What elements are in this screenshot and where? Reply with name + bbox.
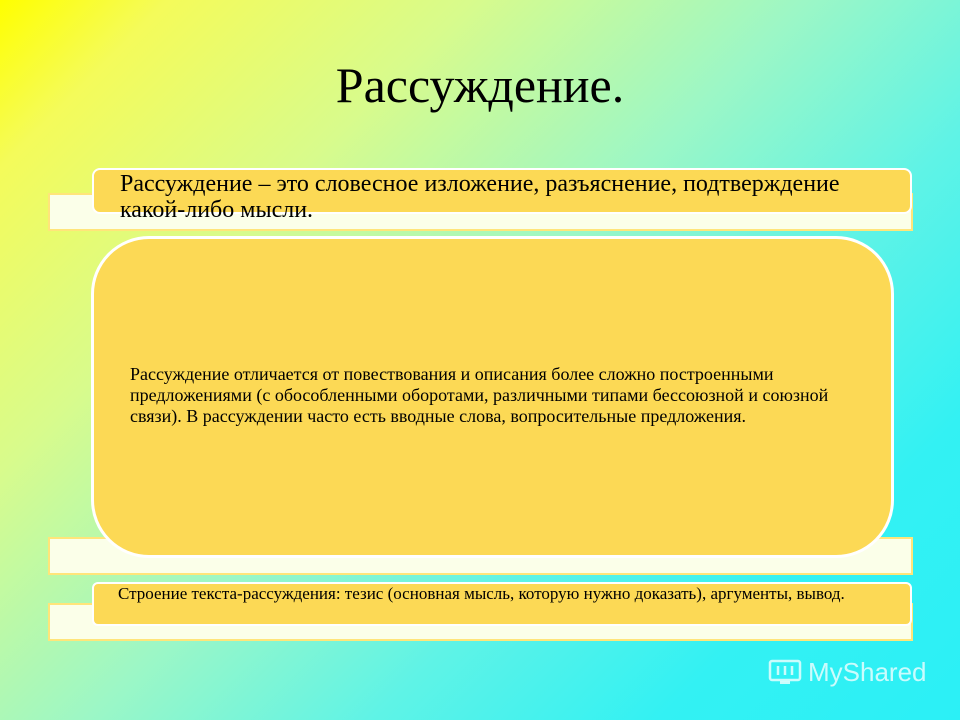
description-box [91,236,894,558]
watermark [768,655,927,689]
definition-text: Рассуждение – это словесное изложение, разъяснение, подтверждение какой-либо мысли. [120,171,840,223]
description-text: Рассуждение отличается от повествования и описания более сложно построенными предложениями (с обособленными оборотами, различными типами бессоюзной и союзной связи). В рассуждении часто есть вводные слова, вопросительные предложения. [130,363,829,426]
structure-text: Строение текста-рассуждения: тезис (основная мысль, которую нужно доказать), аргументы, вывод. [118,584,845,603]
definition-box [92,168,912,223]
structure-box [92,582,912,626]
watermark-text: MyShared [808,656,927,687]
slide-title: Рассуждение. [335,57,625,113]
monitor-logo-icon [768,657,802,687]
